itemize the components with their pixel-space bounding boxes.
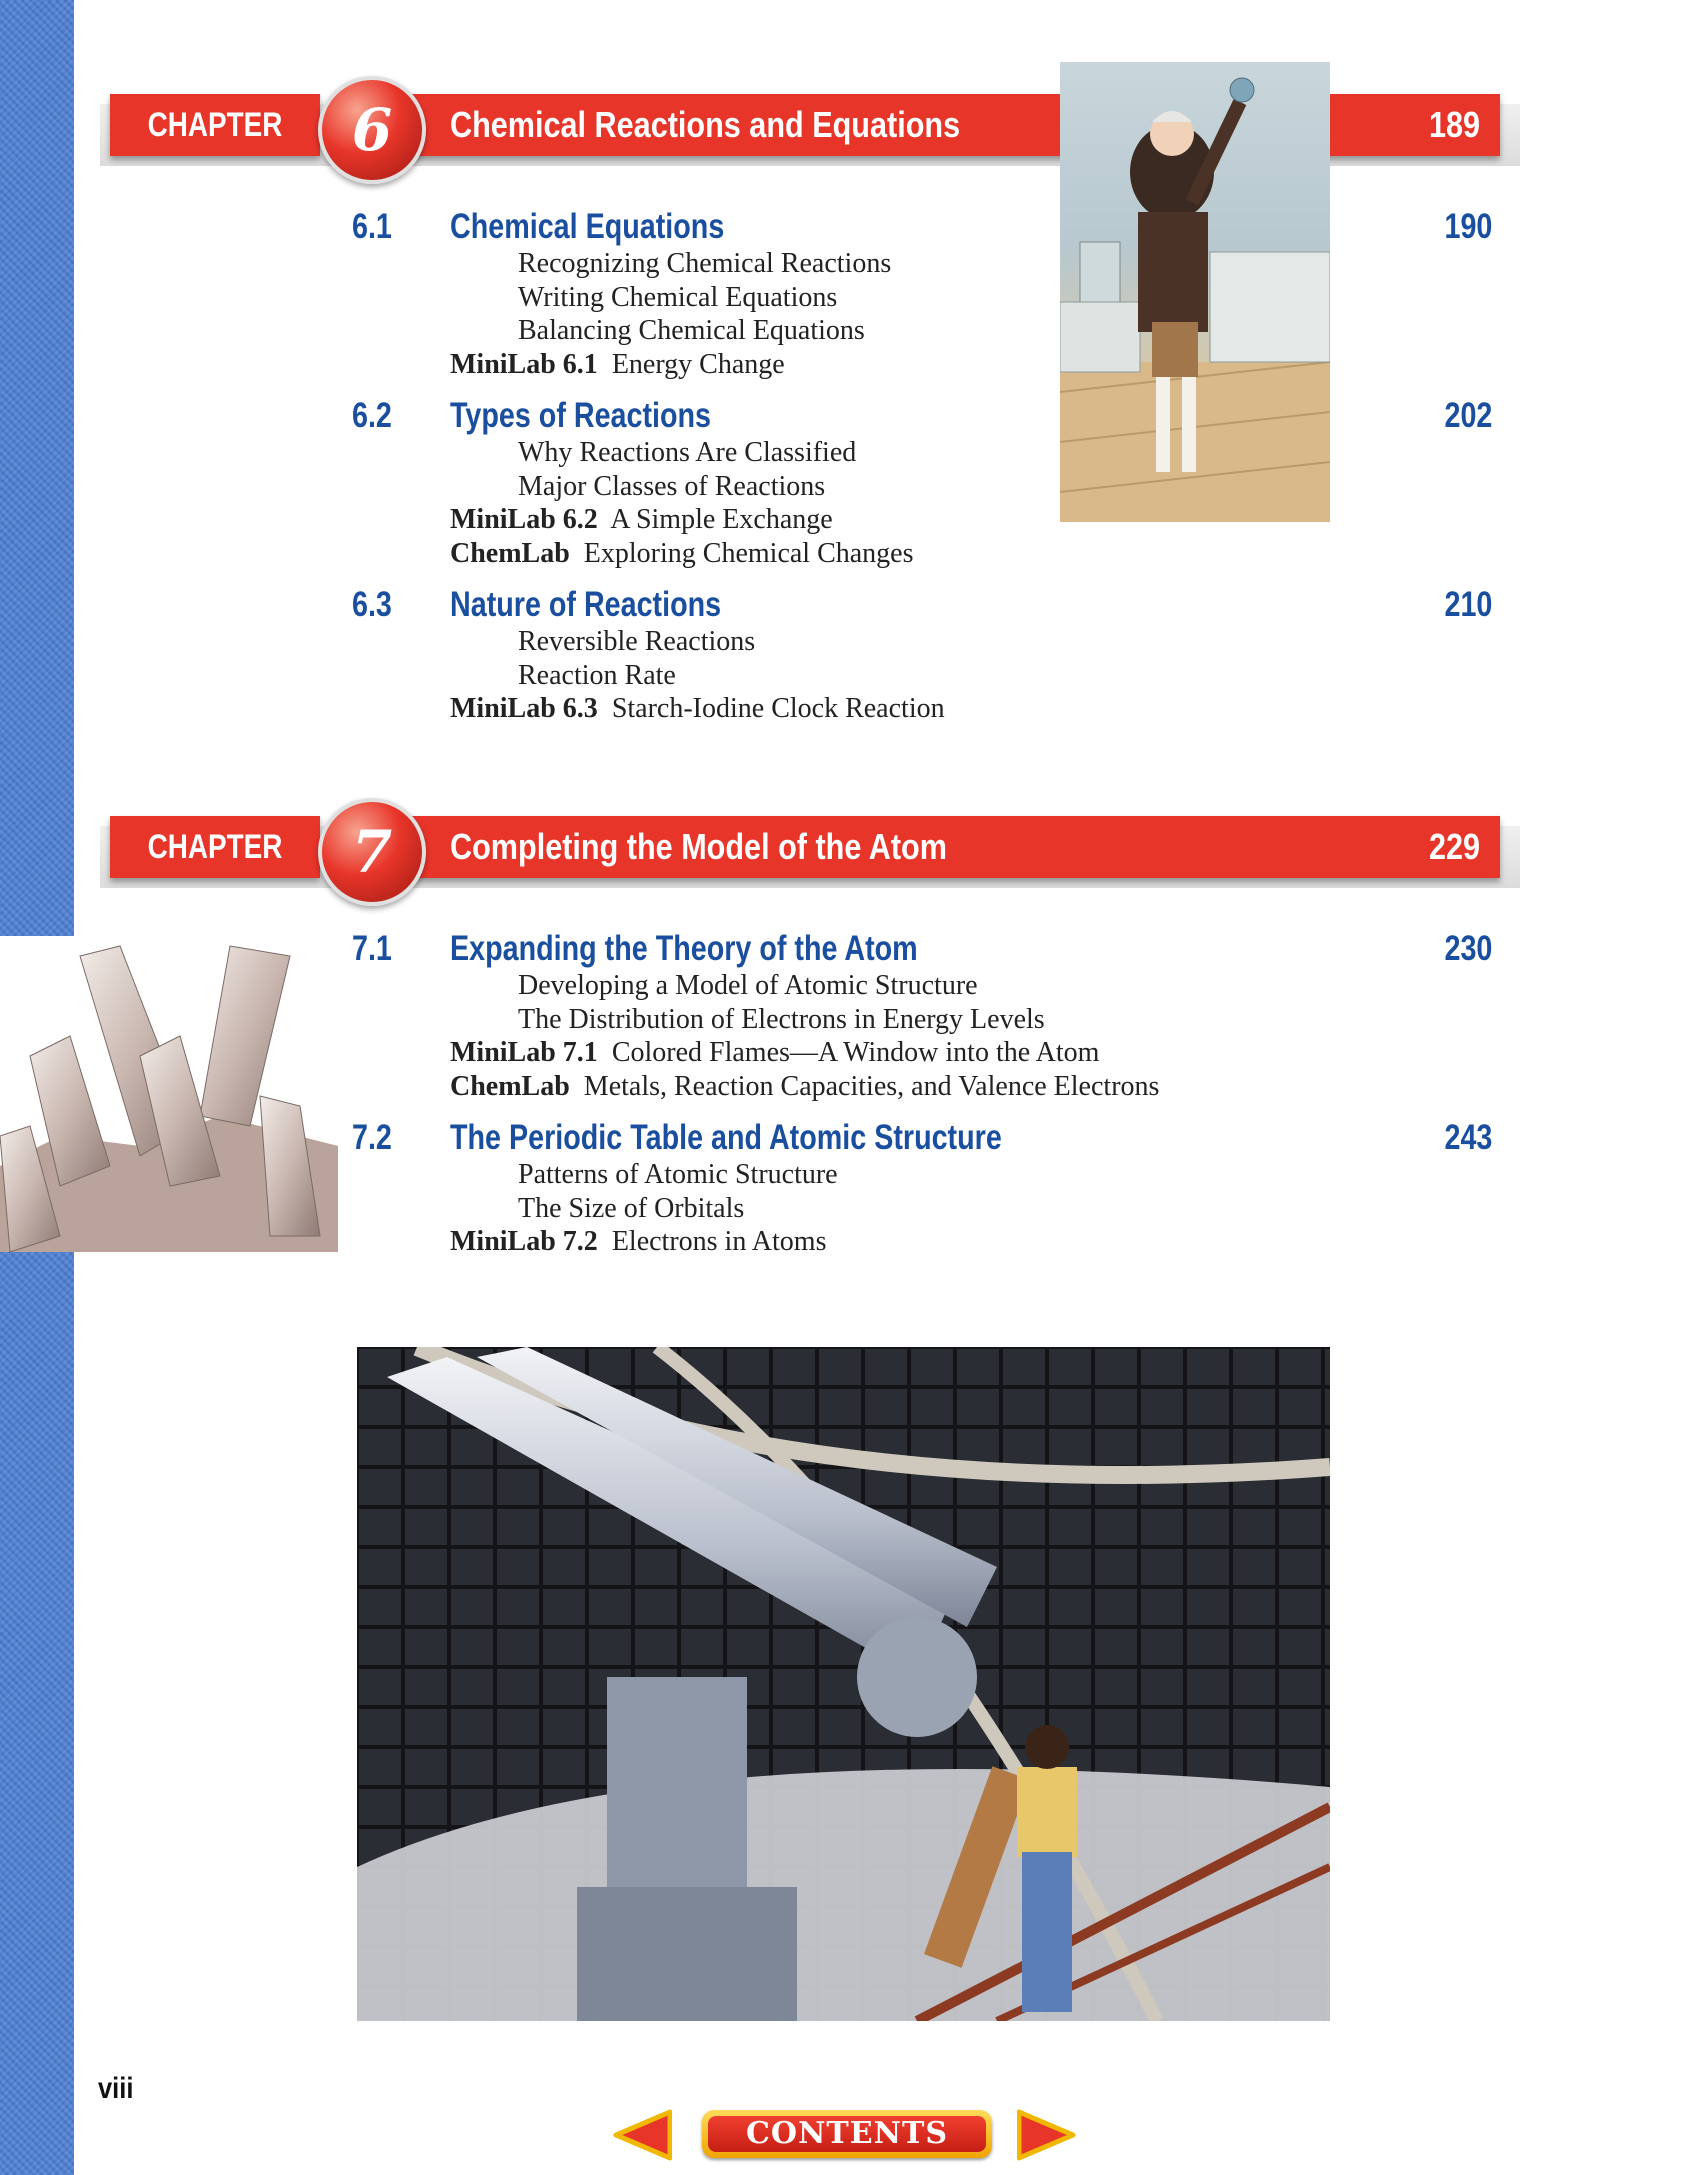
section-heading bbox=[352, 396, 1492, 436]
chapter-number: 6 bbox=[351, 96, 393, 164]
section-6-3 bbox=[352, 585, 1492, 726]
lab-title: Electrons in Atoms bbox=[611, 1226, 827, 1257]
observatory-telescope-photo bbox=[357, 1347, 1330, 2021]
section-heading bbox=[352, 929, 1492, 969]
section-heading bbox=[352, 1118, 1492, 1158]
topic: Balancing Chemical Equations bbox=[518, 315, 865, 346]
section-page: 243 bbox=[1444, 1118, 1492, 1157]
section-number: 7.2 bbox=[352, 1118, 392, 1157]
section-6-2 bbox=[352, 396, 1492, 570]
topic: Recognizing Chemical Reactions bbox=[518, 248, 892, 279]
chapter-number-badge bbox=[318, 798, 426, 906]
telescope-image bbox=[357, 1347, 1330, 2021]
topic: The Size of Orbitals bbox=[518, 1192, 745, 1224]
chapter-title[interactable]: Chemical Reactions and Equations bbox=[450, 104, 961, 145]
lab-name: MiniLab 6.3 bbox=[450, 693, 598, 724]
chapter-page: 229 bbox=[1428, 826, 1480, 867]
lab-title: Colored Flames—A Window into the Atom bbox=[611, 1037, 1100, 1068]
topic: Reversible Reactions bbox=[518, 626, 756, 657]
page-number: viii bbox=[98, 2072, 134, 2105]
section-heading bbox=[352, 585, 1492, 625]
section-page: 190 bbox=[1444, 207, 1492, 246]
lab-entry bbox=[450, 348, 1492, 382]
lab-entry bbox=[450, 503, 1492, 537]
topic: Reaction Rate bbox=[518, 659, 676, 691]
section-number: 6.2 bbox=[352, 396, 392, 435]
topic: Why Reactions Are Classified bbox=[518, 437, 857, 468]
section-number: 6.3 bbox=[352, 585, 392, 624]
lab-entry bbox=[450, 1070, 1492, 1104]
topic: Writing Chemical Equations bbox=[518, 281, 838, 313]
chapter-7-header bbox=[100, 798, 1520, 910]
topic: Major Classes of Reactions bbox=[518, 470, 826, 502]
lab-title: Energy Change bbox=[611, 348, 785, 380]
chapter-word: CHAPTER bbox=[147, 828, 283, 866]
contents-button[interactable] bbox=[702, 2110, 992, 2158]
next-arrow-icon[interactable] bbox=[1017, 2108, 1077, 2162]
lab-title: A Simple Exchange bbox=[610, 504, 833, 535]
lab-name: MiniLab 6.2 bbox=[450, 504, 598, 535]
topic: Patterns of Atomic Structure bbox=[518, 1159, 838, 1190]
lab-title: Metals, Reaction Capacities, and Valence Electrons bbox=[583, 1070, 1160, 1102]
lab-entry bbox=[450, 537, 1492, 571]
lab-name: MiniLab 7.1 bbox=[450, 1037, 598, 1068]
section-6-1 bbox=[352, 207, 1492, 381]
section-title[interactable]: Types of Reactions bbox=[450, 396, 712, 435]
chapter-word: CHAPTER bbox=[147, 106, 283, 144]
section-title[interactable]: The Periodic Table and Atomic Structure bbox=[450, 1118, 1002, 1157]
lab-title: Starch-Iodine Clock Reaction bbox=[611, 693, 945, 724]
crystal-cluster-image bbox=[0, 936, 338, 1252]
lab-name: ChemLab bbox=[450, 537, 570, 569]
section-7-1 bbox=[352, 929, 1492, 1103]
lab-entry bbox=[450, 1225, 1492, 1259]
previous-arrow-icon[interactable] bbox=[612, 2108, 672, 2162]
lab-entry bbox=[450, 1036, 1492, 1070]
section-title[interactable]: Nature of Reactions bbox=[450, 585, 722, 624]
quartz-crystal-image bbox=[0, 936, 338, 1252]
chapter-page: 189 bbox=[1428, 104, 1480, 145]
section-number: 6.1 bbox=[352, 207, 392, 246]
section-page: 202 bbox=[1444, 396, 1492, 435]
lab-entry bbox=[450, 692, 1492, 726]
contents-label: CONTENTS bbox=[708, 2116, 986, 2152]
lab-name: ChemLab bbox=[450, 1070, 570, 1102]
chapter-number: 7 bbox=[351, 818, 393, 886]
topic: The Distribution of Electrons in Energy Levels bbox=[518, 1003, 1045, 1035]
section-heading bbox=[352, 207, 1492, 247]
section-number: 7.1 bbox=[352, 929, 392, 968]
chapter-number-badge bbox=[318, 76, 426, 184]
section-page: 210 bbox=[1444, 585, 1492, 624]
section-title[interactable]: Chemical Equations bbox=[450, 207, 725, 246]
chapter-title[interactable]: Completing the Model of the Atom bbox=[450, 826, 947, 867]
lab-title: Exploring Chemical Changes bbox=[583, 537, 914, 569]
section-7-2 bbox=[352, 1118, 1492, 1259]
lab-name: MiniLab 6.1 bbox=[450, 348, 598, 380]
topic: Developing a Model of Atomic Structure bbox=[518, 970, 978, 1001]
lab-name: MiniLab 7.2 bbox=[450, 1226, 598, 1257]
section-page: 230 bbox=[1444, 929, 1492, 968]
section-title[interactable]: Expanding the Theory of the Atom bbox=[450, 929, 918, 968]
contents-navigation bbox=[612, 2106, 1082, 2164]
